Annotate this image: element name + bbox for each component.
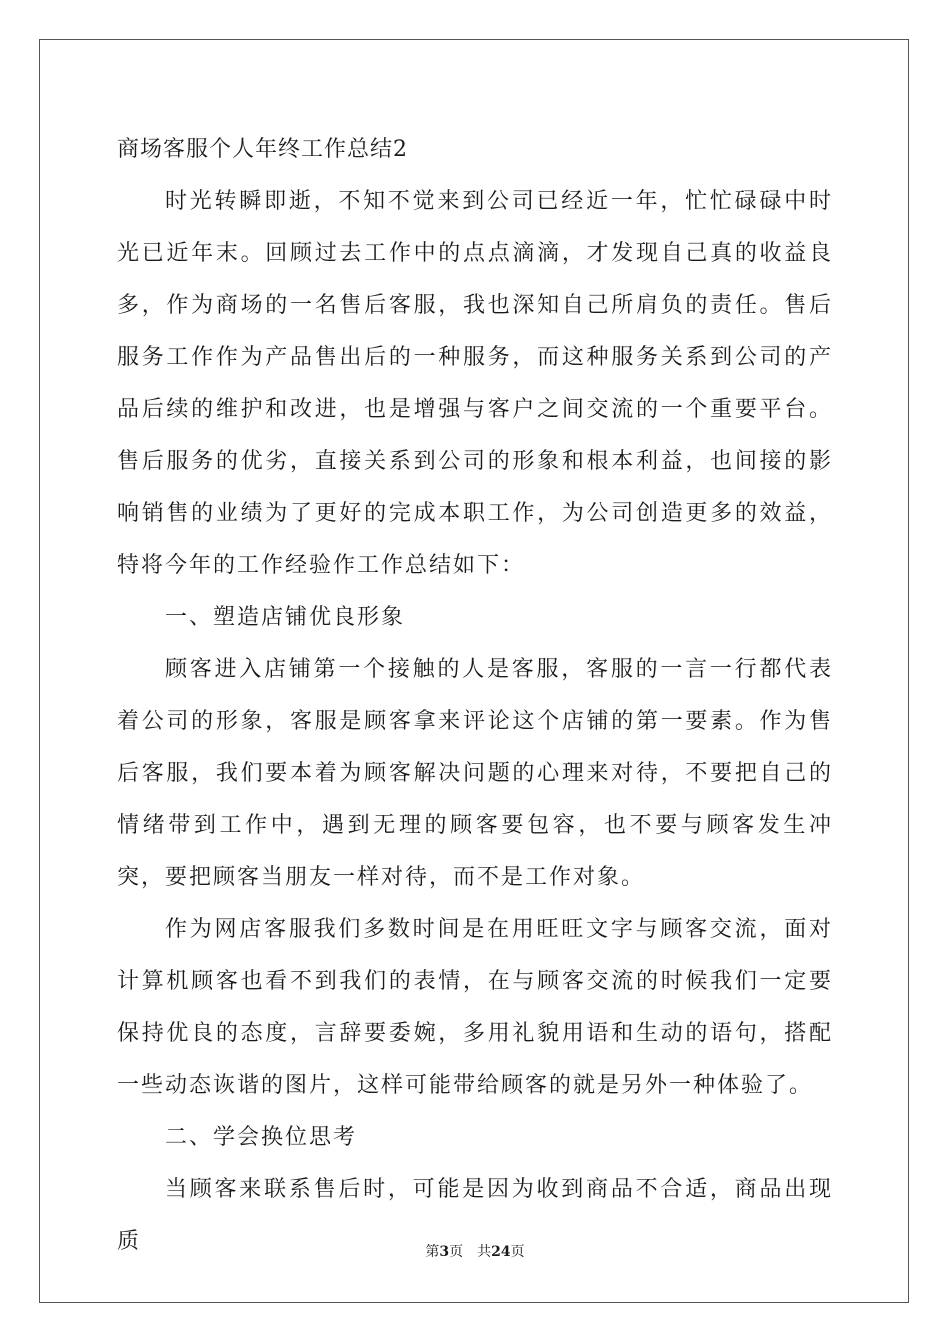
- page-prefix: 第: [425, 1244, 440, 1260]
- paragraph-empathy: 当顾客来联系售后时，可能是因为收到商品不合适，商品出现质: [117, 1177, 833, 1254]
- section-heading-2: 二、学会换位思考: [165, 1125, 358, 1150]
- section-heading-1: 一、塑造店铺优良形象: [165, 605, 406, 630]
- total-prefix: 共: [477, 1244, 492, 1260]
- document-title: 商场客服个人年终工作总结2: [117, 137, 408, 162]
- paragraph-intro: 时光转瞬即逝，不知不觉来到公司已经近一年，忙忙碌碌中时光已近年末。回顾过去工作中的点点滴滴，才发现自己真的收益良多，作为商场的一名售后客服，我也深知自己所肩负的责任。售后服务工作作为产品售出后的一种服务，而这种服务关系到公司的产品后续的维护和改进，也是增强与客户之间交流的一个重要平台。售后服务的优劣，直接关系到公司的形象和根本利益，也间接的影响销售的业绩为了更好的完成本职工作，为公司创造更多的效益，特将今年的工作经验作工作总结如下：: [117, 189, 833, 578]
- total-pages-number: 24: [491, 1244, 511, 1260]
- page-suffix: 页: [449, 1244, 464, 1260]
- paragraph-store-image: 顾客进入店铺第一个接触的人是客服，客服的一言一行都代表着公司的形象，客服是顾客拿来评论这个店铺的第一要素。作为售后客服，我们要本着为顾客解决问题的心理来对待，不要把自己的情绪带到工作中，遇到无理的顾客要包容，也不要与顾客发生冲突，要把顾客当朋友一样对待，而不是工作对象。: [117, 657, 833, 890]
- page-footer: [0, 1242, 950, 1262]
- total-suffix: 页: [510, 1244, 525, 1260]
- current-page-number: 3: [439, 1244, 450, 1260]
- document-body: [117, 124, 833, 1268]
- paragraph-online-service: 作为网店客服我们多数时间是在用旺旺文字与顾客交流，面对计算机顾客也看不到我们的表情，在与顾客交流的时候我们一定要保持优良的态度，言辞要委婉，多用礼貌用语和生动的语句，搭配一些动态诙谐的图片，这样可能带给顾客的就是另外一种体验了。: [117, 917, 833, 1098]
